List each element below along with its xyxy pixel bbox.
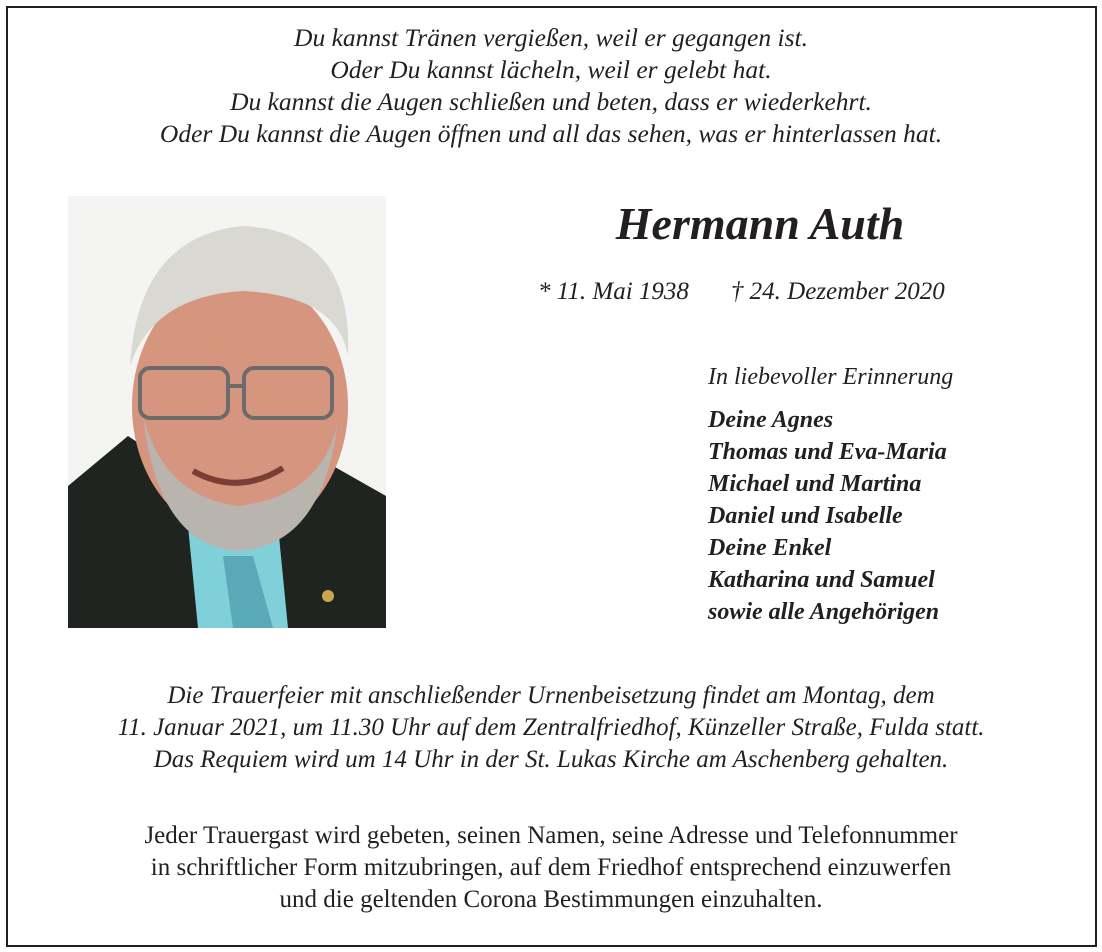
life-dates — [538, 276, 945, 308]
death-date: † 24. Dezember 2020 — [730, 278, 945, 305]
poem-line: Oder Du kannst lächeln, weil er gelebt hat. — [330, 55, 772, 84]
mourner-entry: Deine Enkel — [708, 535, 832, 561]
mourner-entry: Katharina und Samuel — [708, 567, 935, 593]
notice-line: in schriftlicher Form mitzubringen, auf dem Friedhof entsprechend einzuwerfen — [150, 854, 952, 881]
poem-line: Du kannst Tränen vergießen, weil er gegangen ist. — [294, 23, 808, 52]
notice-line: und die geltenden Corona Bestimmungen einzuhalten. — [279, 886, 823, 913]
mourner-entry: Deine Agnes — [708, 407, 834, 433]
birth-date: * 11. Mai 1938 — [538, 278, 689, 305]
mourners-list — [708, 404, 947, 628]
service-line: 11. Januar 2021, um 11.30 Uhr auf dem Zentralfriedhof, Künzeller Straße, Fulda statt. — [117, 714, 985, 741]
portrait-photo — [68, 196, 386, 628]
service-line: Das Requiem wird um 14 Uhr in der St. Lukas Kirche am Aschenberg gehalten. — [153, 746, 949, 773]
mourner-entry: Michael und Martina — [708, 471, 922, 497]
memorial-poem — [0, 22, 1102, 150]
mourner-entry: Thomas und Eva-Maria — [708, 439, 947, 465]
mourner-entry: sowie alle Angehörigen — [708, 599, 940, 625]
service-details — [0, 680, 1102, 776]
mourner-entry: Daniel und Isabelle — [708, 503, 903, 529]
service-line: Die Trauerfeier mit anschließender Urnenbeisetzung findet am Montag, dem — [167, 682, 935, 709]
memory-label: In liebevoller Erinnerung — [708, 364, 954, 390]
notice-line: Jeder Trauergast wird gebeten, seinen Namen, seine Adresse und Telefonnummer — [144, 822, 958, 849]
deceased-name: Hermann Auth — [615, 198, 905, 249]
corona-notice — [0, 820, 1102, 916]
poem-line: Oder Du kannst die Augen öffnen und all das sehen, was er hinterlassen hat. — [159, 119, 943, 148]
poem-line: Du kannst die Augen schließen und beten, dass er wiederkehrt. — [230, 87, 872, 116]
